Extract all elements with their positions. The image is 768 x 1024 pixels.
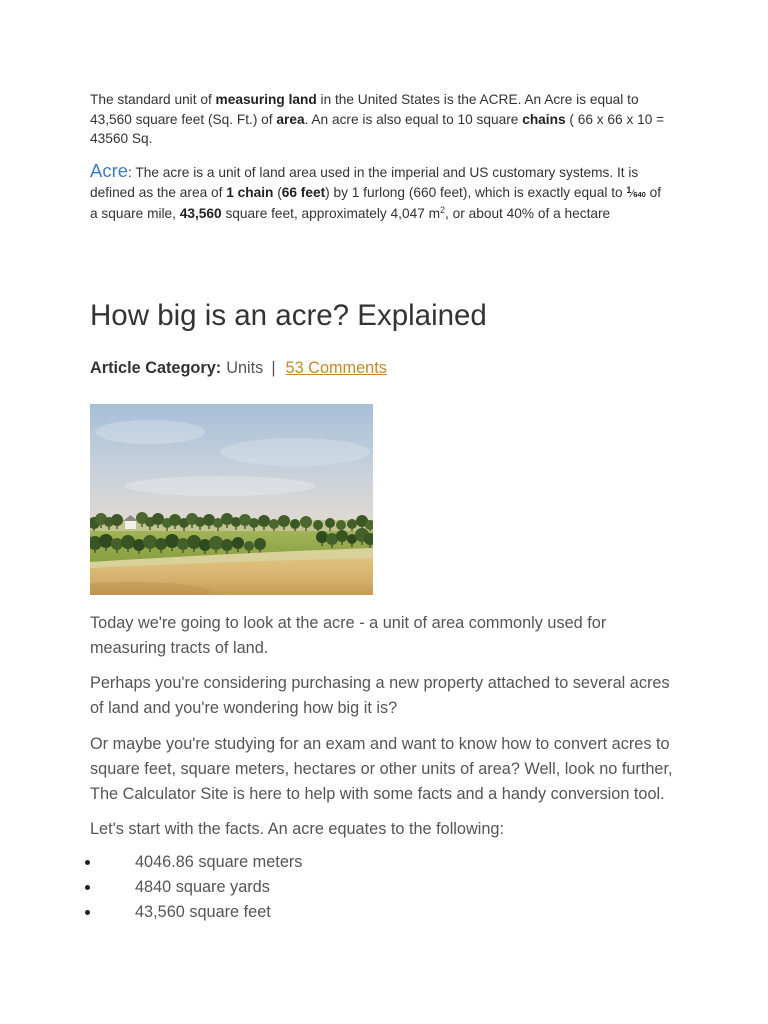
superscript-2: 2	[440, 205, 446, 215]
tree	[232, 537, 244, 549]
keyword-measuring-land: measuring land	[215, 92, 317, 107]
paragraph-line: Perhaps you're considering purchasing a new property attached to several acres	[90, 674, 670, 692]
keyword-66-feet: 66 feet	[281, 184, 326, 200]
tree	[254, 538, 266, 550]
category-value: Units	[226, 359, 264, 377]
list-item	[0, 875, 768, 900]
cloud	[125, 476, 315, 496]
tree	[290, 519, 300, 529]
body-paragraph	[90, 611, 606, 661]
tree	[258, 515, 270, 527]
definition-term: Acre	[90, 160, 129, 181]
definition-text: , or about 40% of a hectare	[445, 206, 611, 221]
fact-text: 4840 square yards	[135, 878, 270, 896]
tree	[187, 535, 201, 549]
paragraph-line: Today we're going to look at the acre - a unit of area commonly used for	[90, 614, 607, 632]
body-paragraph	[90, 732, 673, 807]
tree	[249, 518, 259, 528]
paragraph-line: Or maybe you're studying for an exam and want to know how to convert acres to	[90, 735, 670, 753]
definition-text: : The acre is a unit of land area used in the imperial and US customary systems. It is	[128, 165, 639, 180]
fact-text: 4046.86 square meters	[135, 853, 303, 871]
paragraph-line: of land and you're wondering how big it is?	[90, 699, 398, 717]
bullet-icon	[85, 885, 90, 890]
tree	[347, 519, 357, 529]
tree	[325, 518, 335, 528]
farmhouse-wall	[125, 520, 136, 529]
tree	[336, 520, 346, 530]
intro-text: The standard unit of	[90, 92, 216, 107]
keyword-chains: chains	[522, 111, 566, 127]
acre-definition	[90, 162, 661, 226]
paragraph-line: Let's start with the facts. An acre equates to the following:	[90, 820, 504, 838]
tree	[221, 539, 233, 551]
definition-text: defined as the area of	[90, 184, 227, 200]
definition-text: a square mile,	[90, 206, 180, 221]
category-label: Article Category:	[90, 359, 222, 377]
definition-text: (	[273, 184, 282, 200]
intro-text: . An acre is also equal to 10 square	[304, 111, 523, 127]
definition-text: ) by 1 furlong (660 feet), which is exactly equal to	[325, 184, 627, 200]
intro-text: in the United States is the ACRE. An Acre is equal to	[316, 92, 639, 107]
intro-text: 43,560 square feet (Sq. Ft.) of	[90, 111, 277, 127]
intro-text: ( 66 x 66 x 10 =	[565, 111, 665, 127]
paragraph-line: measuring tracts of land.	[90, 639, 269, 657]
tree	[278, 515, 290, 527]
tree	[313, 520, 323, 530]
list-item	[0, 850, 768, 875]
tree	[177, 538, 189, 550]
tree	[99, 534, 113, 548]
tree	[269, 519, 279, 529]
cloud	[220, 438, 370, 466]
body-paragraph	[90, 817, 504, 842]
farmland-photo	[90, 404, 373, 595]
facts-list	[0, 850, 768, 925]
keyword-area: area	[276, 111, 305, 127]
tree	[199, 539, 211, 551]
article-meta	[90, 356, 387, 380]
tree	[244, 541, 254, 551]
meta-separator: |	[271, 359, 276, 377]
tree	[111, 538, 123, 550]
body-paragraph	[90, 671, 670, 721]
fraction-slash: ⁄	[631, 187, 634, 200]
tree	[209, 536, 223, 550]
fraction-numerator: 1	[626, 184, 632, 195]
article-title: How big is an acre? Explained	[90, 299, 487, 332]
comments-link[interactable]: 53 Comments	[285, 359, 387, 377]
tree	[300, 516, 312, 528]
fraction-1-640	[626, 185, 645, 200]
definition-text: square feet, approximately 4,047 m	[221, 206, 441, 221]
tree	[143, 535, 157, 549]
fraction-denominator: 640	[633, 189, 646, 199]
paragraph-line: The Calculator Site is here to help with some facts and a handy conversion tool.	[90, 785, 665, 803]
fact-text: 43,560 square feet	[135, 903, 271, 921]
bullet-icon	[85, 860, 90, 865]
cloud	[95, 420, 205, 444]
definition-text: of	[645, 184, 662, 200]
intro-text: 43560 Sq.	[90, 131, 153, 146]
bullet-icon	[85, 910, 90, 915]
intro-paragraph	[90, 90, 664, 149]
tree	[121, 535, 135, 549]
tree	[111, 514, 123, 526]
tree	[336, 530, 348, 542]
keyword-43560: 43,560	[179, 206, 222, 221]
tree	[165, 534, 179, 548]
list-item	[0, 900, 768, 925]
tree	[316, 531, 328, 543]
keyword-1-chain: 1 chain	[226, 184, 274, 200]
paragraph-line: square feet, square meters, hectares or other units of area? Well, look no further,	[90, 760, 673, 778]
